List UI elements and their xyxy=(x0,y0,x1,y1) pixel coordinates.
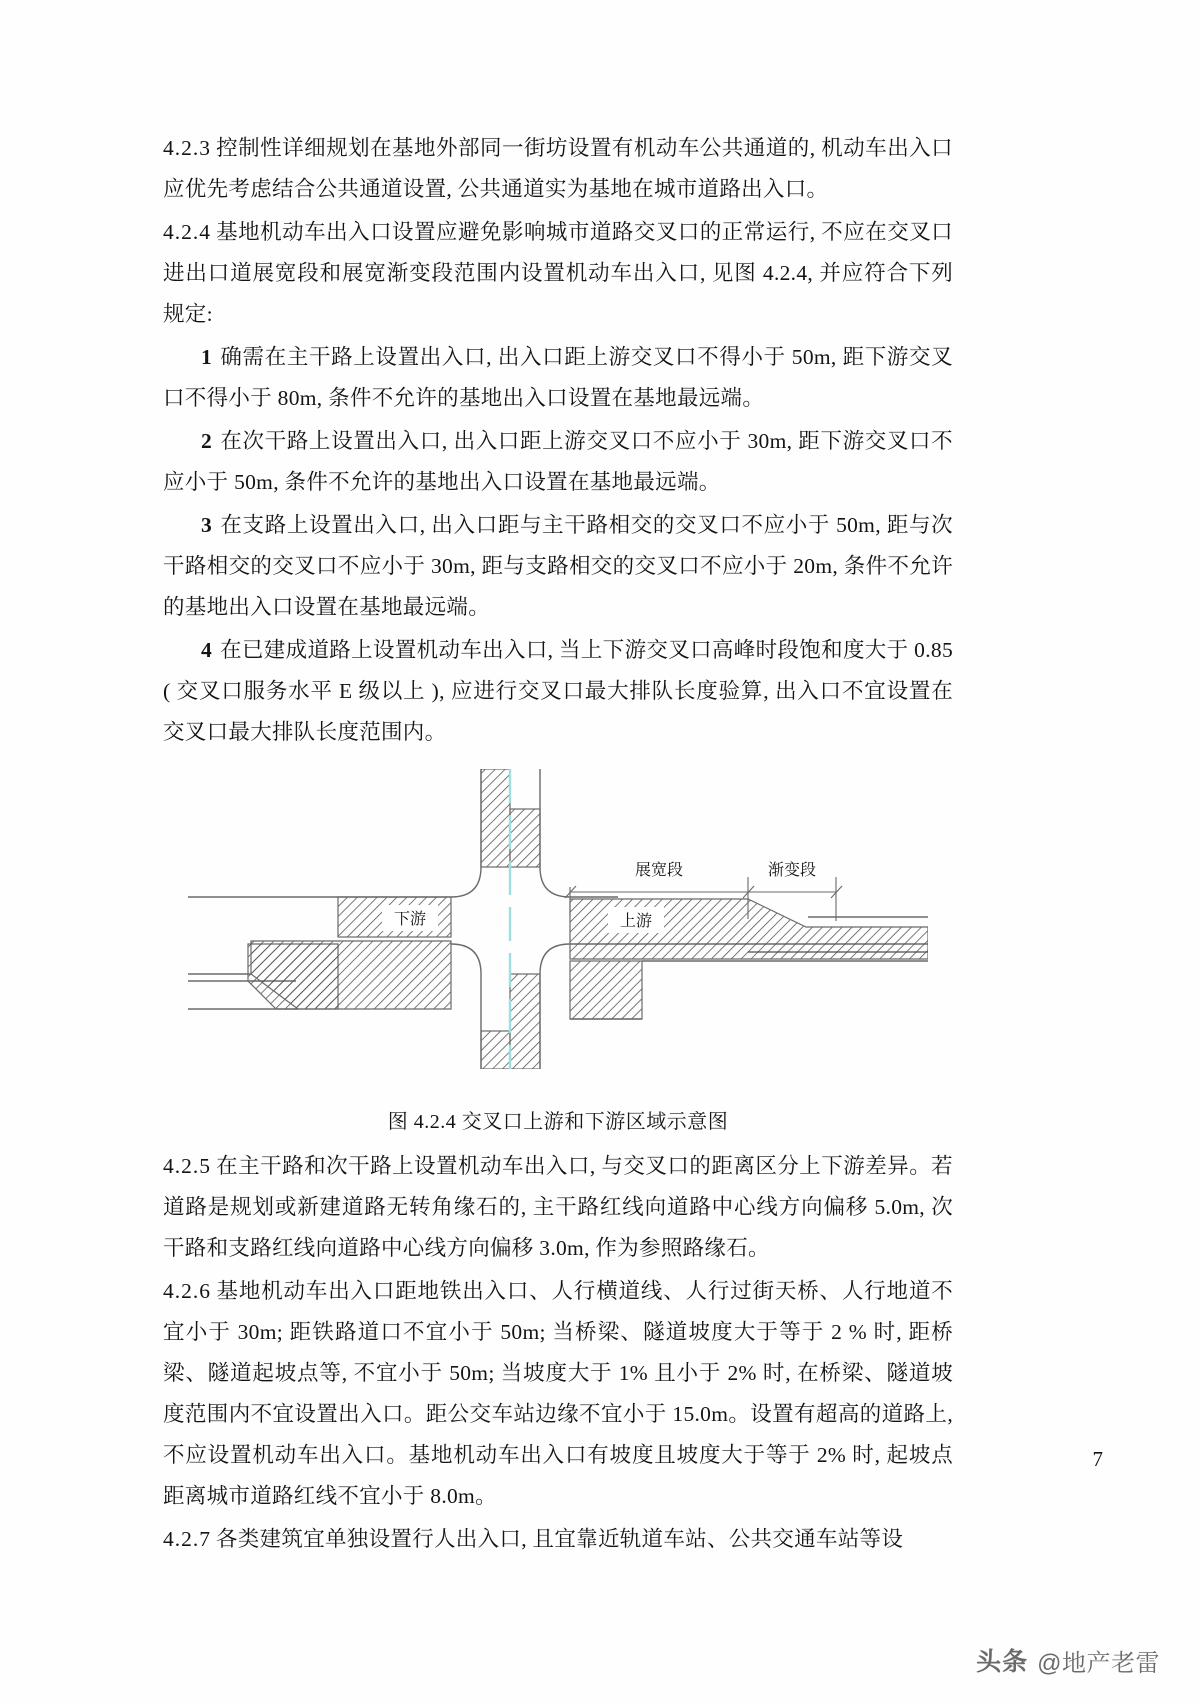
list-item-2 xyxy=(163,421,953,503)
section-4-2-4 xyxy=(163,212,953,335)
watermark xyxy=(976,1642,1160,1678)
section-4-2-3 xyxy=(163,128,953,210)
list-item-text: 在次干路上设置出入口, 出入口距上游交叉口不应小于 30m, 距下游交叉口不应小于 50m, 条件不允许的基地出入口设置在基地最远端。 xyxy=(163,429,953,494)
section-number: 4.2.6 xyxy=(163,1279,211,1303)
label-widening-section: 展宽段 xyxy=(634,862,684,879)
list-item-index: 1 xyxy=(201,345,213,369)
page-number: 7 xyxy=(1092,1447,1103,1471)
section-body: 控制性详细规划在基地外部同一街坊设置有机动车公共通道的, 机动车出入口应优先考虑结合公共通道设置, 公共通道实为基地在城市道路出入口。 xyxy=(163,136,953,201)
label-upstream: 上游 xyxy=(619,913,653,930)
section-number: 4.2.5 xyxy=(163,1154,211,1178)
intersection-diagram xyxy=(188,769,928,1069)
figure-4-2-4 xyxy=(163,769,953,1099)
section-4-2-7 xyxy=(163,1519,953,1560)
section-body: 基地机动车出入口设置应避免影响城市道路交叉口的正常运行, 不应在交叉口进出口道展宽段和展宽渐变段范围内设置机动车出入口, 见图 4.2.4, 并应符合下列规定: xyxy=(163,220,953,326)
figure-caption: 图 4.2.4 交叉口上游和下游区域示意图 xyxy=(387,1111,729,1133)
watermark-logo: 头条 xyxy=(976,1648,1029,1676)
list-item-3 xyxy=(163,505,953,628)
list-item-text: 在已建成道路上设置机动车出入口, 当上下游交叉口高峰时段饱和度大于 0.85 ( 交叉口服务水平 E 级以上 ), 应进行交叉口最大排队长度验算, 出入口不宜设置在交叉口最大排队长度范围内。 xyxy=(163,638,953,744)
watermark-handle: @地产老雷 xyxy=(1037,1649,1160,1677)
section-number: 4.2.7 xyxy=(163,1527,211,1551)
label-transition-section: 渐变段 xyxy=(767,862,817,879)
page-content xyxy=(163,128,953,1562)
section-number: 4.2.4 xyxy=(163,220,211,244)
list-item-index: 4 xyxy=(201,638,213,662)
list-item-4 xyxy=(163,630,953,753)
section-body: 在主干路和次干路上设置机动车出入口, 与交叉口的距离区分上下游差异。若道路是规划或新建道路无转角缘石的, 主干路红线向道路中心线方向偏移 5.0m, 次干路和支路红线向道路中心线方向偏移 3.0m, 作为参照路缘石。 xyxy=(163,1154,953,1260)
section-body: 各类建筑宜单独设置行人出入口, 且宜靠近轨道车站、公共交通车站等设 xyxy=(216,1527,904,1551)
list-item-text: 在支路上设置出入口, 出入口距与主干路相交的交叉口不应小于 50m, 距与次干路相交的交叉口不应小于 30m, 距与支路相交的交叉口不应小于 20m, 条件不允许的基地出入口设置在基地最远端。 xyxy=(163,513,953,619)
section-4-2-6 xyxy=(163,1271,953,1517)
list-item-index: 2 xyxy=(201,429,213,453)
list-item-1 xyxy=(163,337,953,419)
list-item-index: 3 xyxy=(201,513,213,537)
section-body: 基地机动车出入口距地铁出入口、人行横道线、人行过街天桥、人行地道不宜小于 30m; 距铁路道口不宜小于 50m; 当桥梁、隧道坡度大于等于 2 % 时, 距桥梁、隧道起坡点等, 不宜小于 50m; 当坡度大于 1% 且小于 2% 时, 在桥梁、隧道坡度范围内不宜设置出入口。距公交车站边缘不宜小于 15.0m。设置有超高的道路上, 不应设置机动车出入口。基地机动车出入口有坡度且坡度大于等于 2% 时, 起坡点距离城市道路红线不宜小于 8.0m。 xyxy=(163,1279,953,1508)
label-downstream: 下游 xyxy=(393,911,427,928)
section-4-2-5 xyxy=(163,1146,953,1269)
list-item-text: 确需在主干路上设置出入口, 出入口距上游交叉口不得小于 50m, 距下游交叉口不得小于 80m, 条件不允许的基地出入口设置在基地最远端。 xyxy=(163,345,953,410)
section-number: 4.2.3 xyxy=(163,136,211,160)
